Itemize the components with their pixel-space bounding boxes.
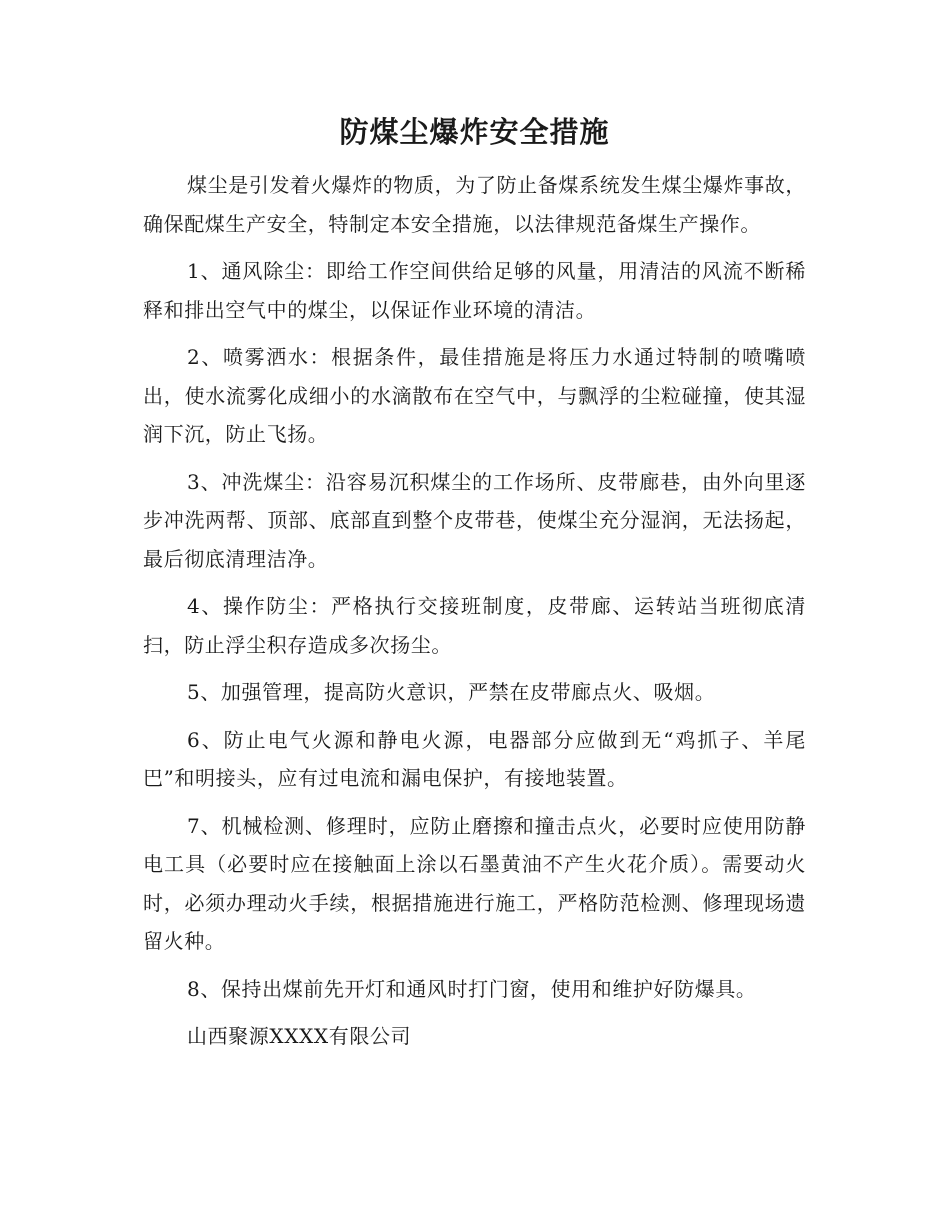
measure-item-3: 3、冲洗煤尘：沿容易沉积煤尘的工作场所、皮带廊巷，由外向里逐步冲洗两帮、顶部、底部直到整个皮带巷，使煤尘充分湿润，无法扬起，最后彻底清理洁净。 <box>143 469 806 571</box>
measure-item-4: 4、操作防尘：严格执行交接班制度，皮带廊、运转站当班彻底清扫，防止浮尘积存造成多次扬尘。 <box>143 594 806 657</box>
measure-item-8: 8、保持出煤前先开灯和通风时打门窗，使用和维护好防爆具。 <box>187 976 757 1001</box>
document-title: 防煤尘爆炸安全措施 <box>339 115 610 149</box>
company-name: 山西聚源XXXX有限公司 <box>187 1024 412 1048</box>
measure-item-5: 5、加强管理，提高防火意识，严禁在皮带廊点火、吸烟。 <box>187 680 716 704</box>
measure-item-1: 1、通风除尘：即给工作空间供给足够的风量，用清洁的风流不断稀释和排出空气中的煤尘，以保证作业环境的清洁。 <box>143 259 806 322</box>
measure-item-7: 7、机械检测、修理时，应防止磨擦和撞击点火，必要时应使用防静电工具（必要时应在接触面上涂以石墨黄油不产生火花介质）。需要动火时，必须办理动火手续，根据措施进行施工，严格防范检测、修理现场遗留火种。 <box>143 813 806 953</box>
measure-item-2: 2、喷雾洒水：根据条件，最佳措施是将压力水通过特制的喷嘴喷出，使水流雾化成细小的水滴散布在空气中，与飘浮的尘粒碰撞，使其湿润下沉，防止飞扬。 <box>143 345 806 446</box>
intro-paragraph: 煤尘是引发着火爆炸的物质，为了防止备煤系统发生煤尘爆炸事故，确保配煤生产安全，特制定本安全措施，以法律规范备煤生产操作。 <box>143 173 806 236</box>
measure-item-6: 6、防止电气火源和静电火源，电器部分应做到无“鸡抓子、羊尾巴”和明接头，应有过电流和漏电保护，有接地装置。 <box>143 727 806 790</box>
